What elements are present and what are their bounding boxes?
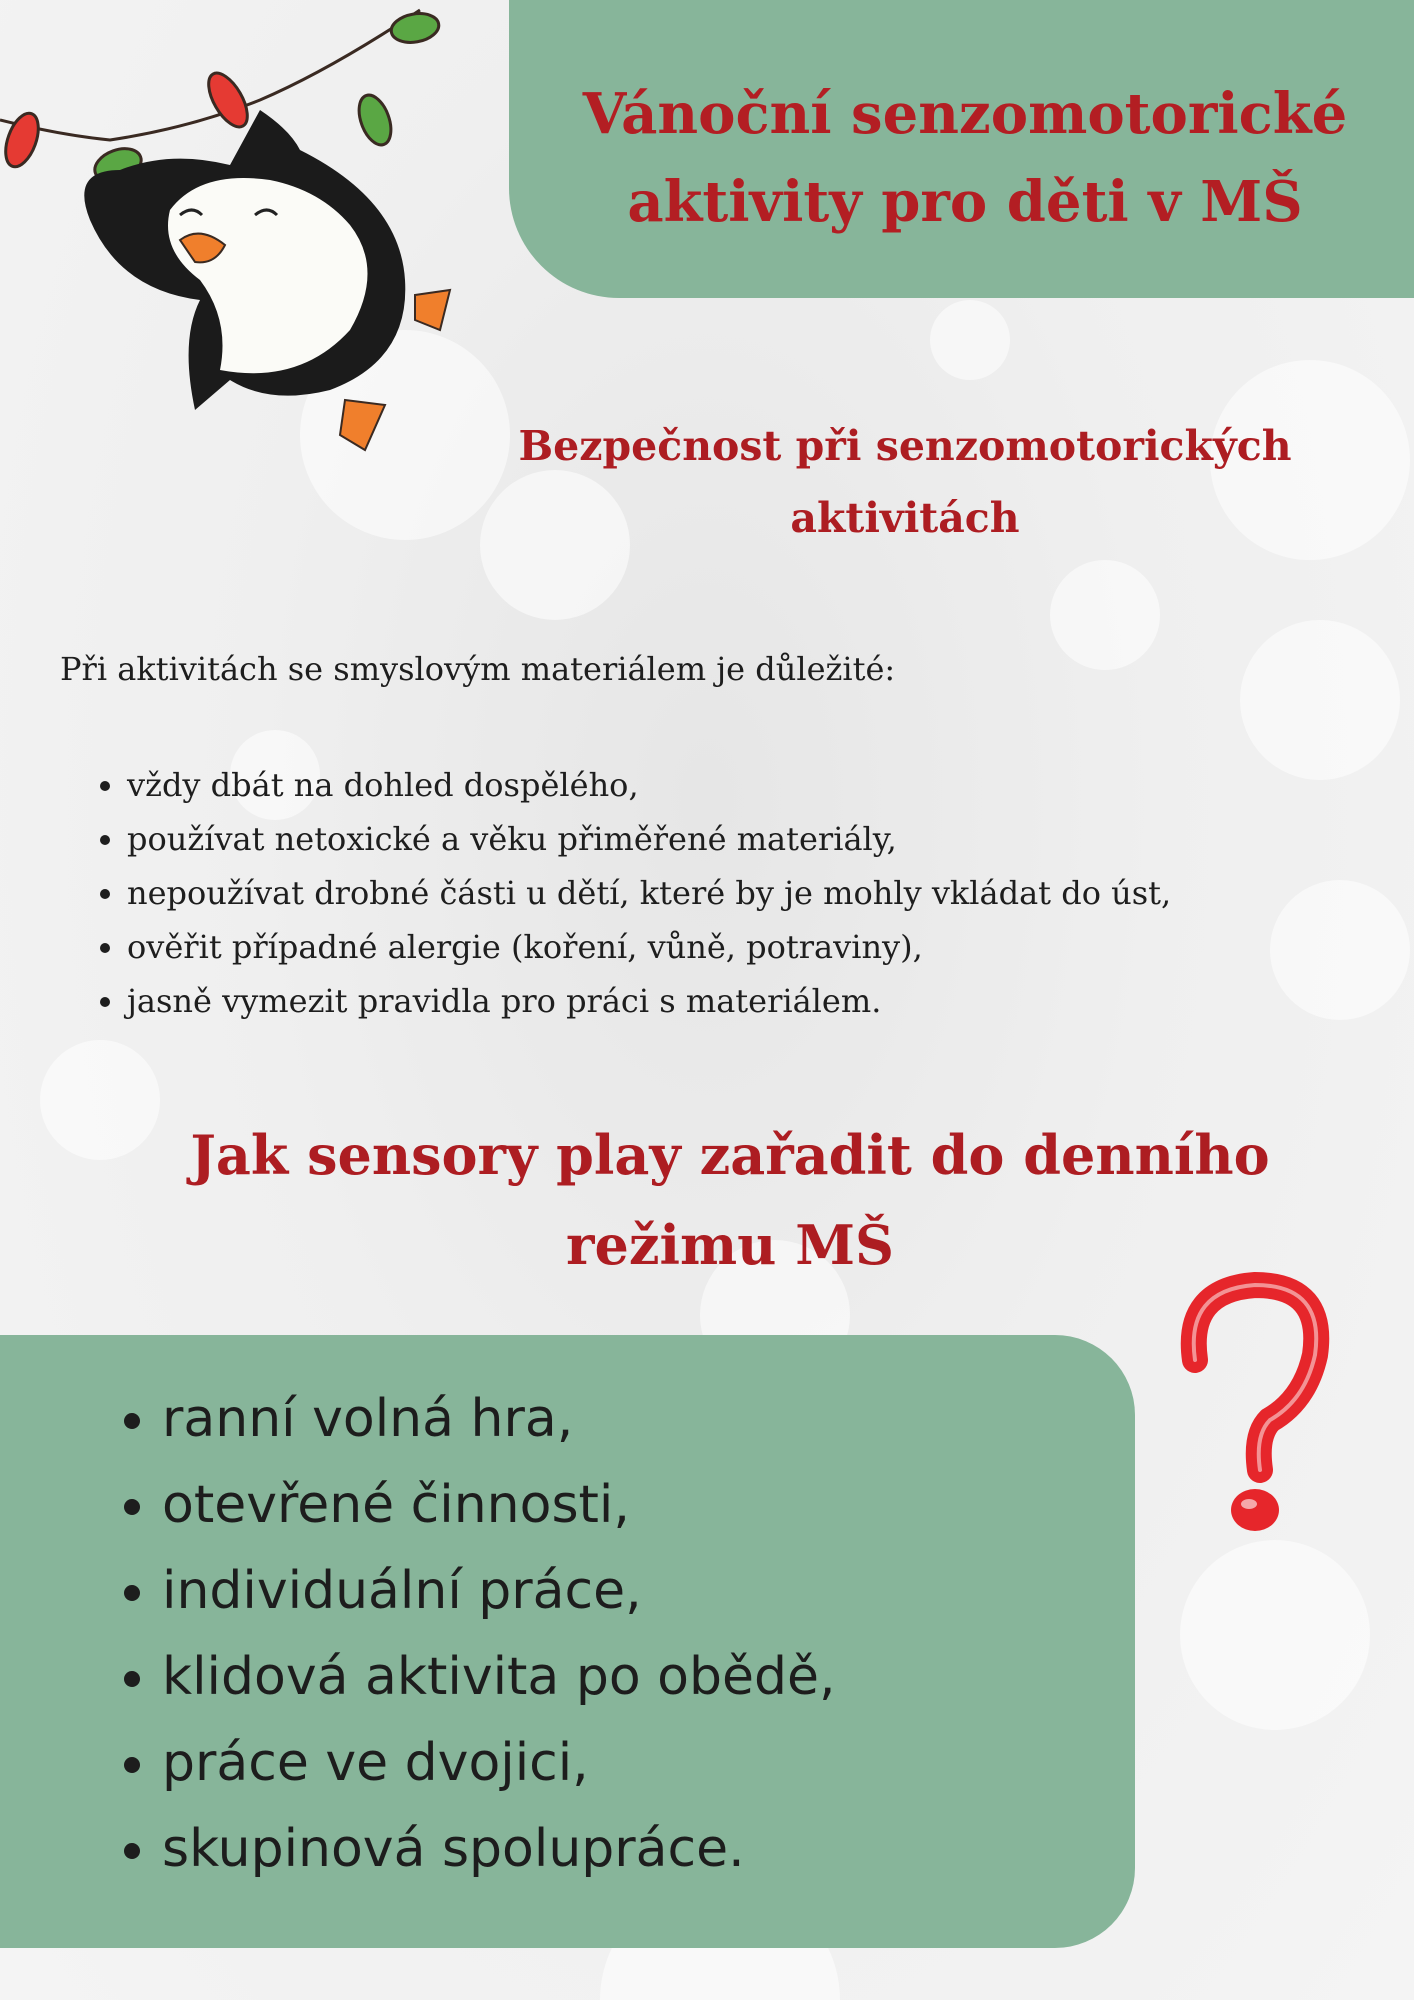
safety-intro: Při aktivitách se smyslovým materiálem je důležité: — [60, 650, 896, 688]
schedule-list-item: • otevřené činnosti, — [162, 1462, 836, 1548]
schedule-heading-line-2: režimu MŠ — [566, 1213, 894, 1277]
safety-list-item: • používat netoxické a věku přiměřené materiály, — [127, 812, 1171, 866]
schedule-heading-line-1: Jak sensory play zařadit do denního — [190, 1123, 1270, 1187]
question-mark-icon — [1175, 1270, 1335, 1540]
schedule-list-item: • skupinová spolupráce. — [162, 1806, 836, 1892]
safety-list — [92, 758, 1171, 1028]
schedule-list — [110, 1376, 836, 1892]
safety-list-item: • nepoužívat drobné části u dětí, které by je mohly vkládat do úst, — [127, 866, 1171, 920]
safety-list-item: • ověřit případné alergie (koření, vůně, potraviny), — [127, 920, 1171, 974]
safety-heading-line-1: Bezpečnost při senzomotorických — [518, 422, 1292, 470]
safety-list-item: • vždy dbát na dohled dospělého, — [127, 758, 1171, 812]
page-title-line-1: Vánoční senzomotorické — [582, 81, 1348, 147]
page-title-line-2: aktivity pro děti v MŠ — [627, 169, 1303, 235]
penguin-illustration — [0, 0, 470, 470]
safety-heading-line-2: aktivitách — [790, 494, 1020, 542]
schedule-heading — [120, 1110, 1340, 1290]
schedule-list-item: • práce ve dvojici, — [162, 1720, 836, 1806]
safety-list-item: • jasně vymezit pravidla pro práci s materiálem. — [127, 974, 1171, 1028]
safety-heading — [470, 410, 1340, 554]
page-title — [540, 70, 1390, 246]
schedule-list-item: • ranní volná hra, — [162, 1376, 836, 1462]
schedule-list-item: • klidová aktivita po obědě, — [162, 1634, 836, 1720]
schedule-list-item: • individuální práce, — [162, 1548, 836, 1634]
